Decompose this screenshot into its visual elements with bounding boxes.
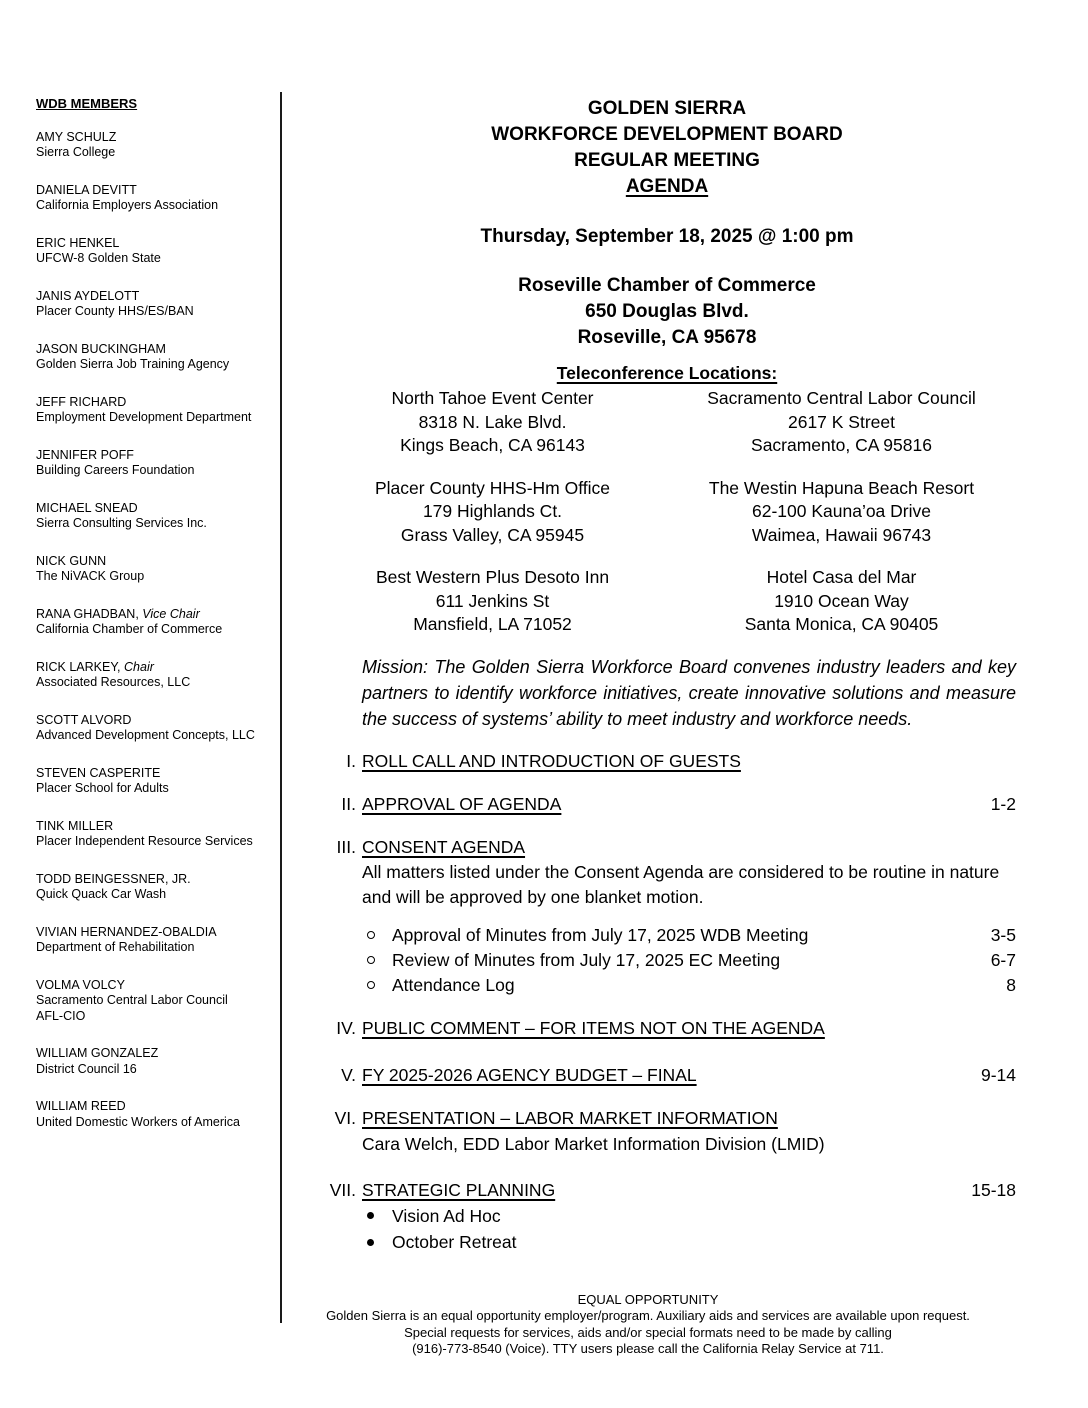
agenda-item-roll-call [318, 748, 1016, 774]
location-name: Best Western Plus Desoto Inn [375, 567, 610, 587]
member-name: MICHAEL SNEAD [36, 500, 138, 515]
teleconference-heading: Teleconference Locations: [556, 363, 778, 383]
item-numeral: VI. [334, 1107, 356, 1128]
item-numeral: I. [346, 750, 356, 771]
member-org: UFCW-8 Golden State [36, 251, 161, 265]
member-org: Associated Resources, LLC [36, 675, 191, 689]
plain-bullet [362, 1203, 1016, 1230]
item-numeral: IV. [336, 1017, 356, 1038]
member-org: California Employers Association [36, 198, 219, 212]
location [667, 566, 1016, 637]
member-org: Sierra Consulting Services Inc. [36, 516, 207, 530]
item-pages: 9-14 [980, 1064, 1016, 1085]
location-address: 1910 Ocean Way [774, 590, 909, 611]
circle-bullet-icon [362, 981, 392, 989]
location [318, 566, 667, 637]
venue-city: Roseville, CA 95678 [577, 327, 757, 348]
location [318, 387, 667, 458]
footer-line: (916)-773-8540 (Voice). TTY users please call the California Relay Service at 711. [412, 1340, 884, 1356]
equal-opportunity-footer [233, 1292, 1063, 1357]
member-org: Placer Independent Resource Services [36, 834, 253, 848]
location-address: 2617 K Street [787, 411, 896, 432]
member-org: United Domestic Workers of America [36, 1114, 240, 1129]
agenda-item-strategic-planning [318, 1177, 1016, 1256]
location [667, 387, 1016, 458]
member-item [36, 501, 280, 532]
consent-bullet [362, 948, 1016, 973]
location-city: Sacramento, CA 95816 [751, 435, 932, 455]
member-name: STEVEN CASPERITE [36, 765, 161, 780]
dot-bullet-icon [362, 1212, 392, 1219]
member-name: WILLIAM REED [36, 1099, 126, 1113]
member-org: Placer County HHS/ES/BAN [36, 304, 194, 318]
location [667, 477, 1016, 548]
agenda-label: AGENDA [625, 176, 709, 197]
location-city: Mansfield, LA 71052 [413, 614, 572, 634]
member-item [36, 660, 280, 691]
location-name: Sacramento Central Labor Council [707, 388, 976, 408]
location [318, 477, 667, 548]
member-item [36, 1046, 280, 1077]
location-city: Waimea, Hawaii 96743 [751, 524, 932, 545]
member-org-line2: AFL-CIO [36, 1008, 86, 1023]
member-org: Department of Rehabilitation [36, 940, 195, 954]
member-item [36, 607, 280, 638]
member-name: DANIELA DEVITT [36, 182, 137, 197]
agenda-item-approval-of-agenda [318, 791, 1016, 817]
member-org: Advanced Development Concepts, LLC [36, 728, 255, 742]
member-item [36, 554, 280, 585]
member-item [36, 925, 280, 956]
item-title: ROLL CALL AND INTRODUCTION OF GUESTS [362, 750, 741, 771]
wdb-members-sidebar [36, 96, 280, 1152]
location-address: 611 Jenkins St [435, 590, 550, 611]
member-role: Chair [124, 659, 154, 674]
footer-line: Golden Sierra is an equal opportunity employer/program. Auxiliary aids and services are available upon request. [326, 1308, 970, 1324]
footer-line: Special requests for services, aids and/or special formats need to be made by calling [404, 1324, 892, 1340]
member-name: RICK LARKEY, Chair [36, 659, 154, 674]
circle-bullet-icon [362, 931, 392, 939]
agenda-item-presentation-lmi [318, 1105, 1016, 1157]
member-item [36, 342, 280, 373]
location-city: Kings Beach, CA 96143 [400, 435, 585, 455]
item-numeral: VII. [329, 1179, 356, 1200]
item-title: APPROVAL OF AGENDA [362, 793, 562, 814]
member-name: SCOTT ALVORD [36, 712, 132, 727]
agenda-item-consent-agenda [318, 834, 1016, 998]
bullet-text: October Retreat [392, 1232, 517, 1252]
item-pages: 1-2 [990, 793, 1016, 814]
item-numeral: III. [336, 836, 356, 857]
member-item [36, 978, 280, 1025]
member-org: The NiVACK Group [36, 569, 145, 583]
plain-bullet [362, 1229, 1016, 1256]
member-item [36, 289, 280, 320]
member-org: California Chamber of Commerce [36, 622, 223, 636]
document-title [318, 96, 1016, 200]
member-name: JENNIFER POFF [36, 447, 134, 462]
member-org: Quick Quack Car Wash [36, 887, 167, 901]
bullet-pages: 6-7 [990, 949, 1016, 970]
member-item [36, 448, 280, 479]
member-name: ERIC HENKEL [36, 235, 120, 250]
member-name: JANIS AYDELOTT [36, 288, 140, 303]
bullet-text: Review of Minutes from July 17, 2025 EC Meeting [392, 949, 781, 970]
vertical-divider [280, 92, 282, 1323]
member-org: Sacramento Central Labor Council [36, 993, 228, 1007]
mission-statement: Mission: The Golden Sierra Workforce Board convenes industry leaders and key partners to identify workforce initiatives, create innovative solutions and measure the success of systems’ ability to meet industry and workforce needs. [362, 656, 1016, 729]
location-address: 62-100 Kauna’oa Drive [751, 501, 931, 521]
item-pages: 15-18 [971, 1179, 1016, 1200]
bullet-pages: 3-5 [990, 924, 1016, 945]
member-item [36, 713, 280, 744]
agenda-item-public-comment [318, 1015, 1016, 1041]
item-title: CONSENT AGENDA [362, 836, 526, 857]
item-numeral: V. [341, 1064, 356, 1085]
member-name: TINK MILLER [36, 818, 114, 833]
member-item [36, 236, 280, 267]
venue-address: 650 Douglas Blvd. [585, 301, 749, 322]
member-name: VIVIAN HERNANDEZ-OBALDIA [36, 924, 217, 939]
item-numeral: II. [341, 793, 356, 814]
location-address: 179 Highlands Ct. [422, 501, 563, 521]
member-name: JEFF RICHARD [36, 394, 127, 409]
item-description: All matters listed under the Consent Agenda are considered to be routine in nature and will be approved by one blanket motion. [362, 861, 1000, 907]
member-name: VOLMA VOLCY [36, 977, 125, 992]
member-name: JASON BUCKINGHAM [36, 341, 166, 356]
bullet-text: Vision Ad Hoc [392, 1205, 501, 1226]
venue-name: Roseville Chamber of Commerce [518, 275, 816, 296]
member-item [36, 183, 280, 214]
location-name: The Westin Hapuna Beach Resort [708, 477, 975, 498]
member-org: Employment Development Department [36, 410, 252, 424]
item-title: FY 2025-2026 AGENCY BUDGET – FINAL [362, 1064, 697, 1085]
item-subtitle: Cara Welch, EDD Labor Market Information Division (LMID) [362, 1133, 825, 1154]
consent-bullet [362, 923, 1016, 948]
dot-bullet-icon [362, 1239, 392, 1246]
item-title: STRATEGIC PLANNING [362, 1179, 556, 1200]
location-city: Santa Monica, CA 90405 [744, 614, 939, 634]
member-name: TODD BEINGESSNER, JR. [36, 871, 191, 886]
meeting-datetime: Thursday, September 18, 2025 @ 1:00 pm [480, 226, 854, 247]
member-item [36, 395, 280, 426]
location-address: 8318 N. Lake Blvd. [418, 411, 567, 432]
title-line: REGULAR MEETING [574, 150, 760, 171]
member-org: District Council 16 [36, 1061, 137, 1076]
title-line: WORKFORCE DEVELOPMENT BOARD [491, 124, 843, 145]
member-org: Golden Sierra Job Training Agency [36, 357, 230, 371]
footer-line: EQUAL OPPORTUNITY [577, 1292, 719, 1307]
member-item [36, 766, 280, 797]
location-name: North Tahoe Event Center [391, 388, 594, 408]
agenda-item-agency-budget [318, 1062, 1016, 1088]
bullet-text: Attendance Log [392, 974, 515, 995]
venue-block [318, 273, 1016, 351]
item-title: PUBLIC COMMENT – FOR ITEMS NOT ON THE AGENDA [362, 1017, 825, 1038]
item-title: PRESENTATION – LABOR MARKET INFORMATION [362, 1107, 778, 1128]
member-org: Placer School for Adults [36, 781, 169, 795]
bullet-pages: 8 [1006, 974, 1016, 995]
agenda-main [318, 96, 1016, 1273]
member-item [36, 819, 280, 850]
bullet-text: Approval of Minutes from July 17, 2025 WDB Meeting [392, 924, 809, 945]
consent-bullet-list [362, 923, 1016, 998]
teleconference-locations [318, 387, 1016, 637]
strategic-planning-bullets [362, 1203, 1016, 1256]
location-name: Placer County HHS-Hm Office [374, 477, 611, 498]
member-item [36, 872, 280, 903]
member-item [36, 130, 280, 161]
member-name: AMY SCHULZ [36, 129, 117, 144]
consent-bullet [362, 973, 1016, 998]
agenda-list [318, 748, 1016, 1256]
member-name: WILLIAM GONZALEZ [36, 1046, 159, 1060]
location-city: Grass Valley, CA 95945 [400, 524, 585, 545]
sidebar-title: WDB MEMBERS [36, 96, 138, 111]
title-line: GOLDEN SIERRA [587, 98, 747, 119]
member-item [36, 1099, 280, 1130]
location-name: Hotel Casa del Mar [766, 567, 917, 587]
member-name: NICK GUNN [36, 553, 107, 568]
circle-bullet-icon [362, 956, 392, 964]
member-name: RANA GHADBAN, Vice Chair [36, 606, 200, 621]
member-org: Building Careers Foundation [36, 463, 195, 477]
member-org: Sierra College [36, 145, 116, 159]
member-role: Vice Chair [142, 606, 200, 621]
